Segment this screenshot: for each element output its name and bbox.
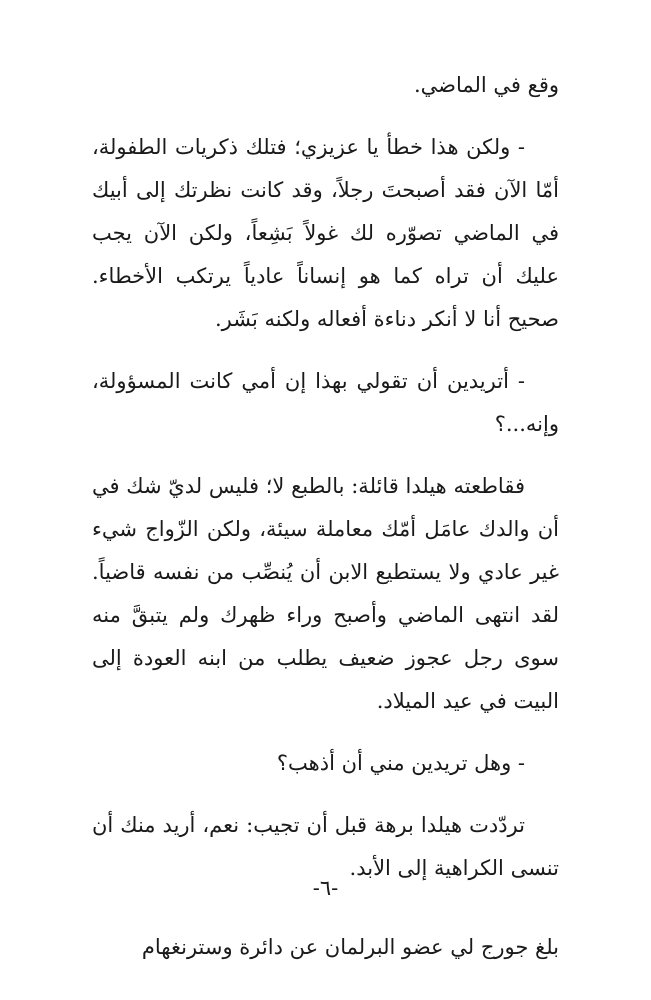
- paragraph-3: - أتريدين أن تقولي بهذا إن أمي كانت المسؤولة، وإنه...؟: [92, 369, 559, 436]
- paragraph-2: - ولكن هذا خطأ يا عزيزي؛ فتلك ذكريات الطفولة، أمّا الآن فقد أصبحتَ رجلاً، وقد كانت نظرتك إلى أبيك في الماضي تصوّره لك غولاً بَشِعاً، ولكن الآن يجب عليك أن تراه كما هو إنساناً عادياً يرتكب الأخطاء. صحيح أنا لا أنكر دناءة أفعاله ولكنه بَشَر.: [92, 135, 559, 331]
- paragraph-5: - وهل تريدين مني أن أذهب؟: [276, 751, 525, 775]
- next-page-line: بلغ جورج لي عضو البرلمان عن دائرة وسترنغهام: [141, 935, 559, 959]
- paragraph-6: تردّدت هيلدا برهة قبل أن تجيب: نعم، أريد منك أن تنسى الكراهية إلى الأبد.: [92, 813, 559, 880]
- page-number: -٦-: [312, 876, 339, 900]
- paragraph-4: فقاطعته هيلدا قائلة: بالطبع لا؛ فليس لديّ شك في أن والدك عامَل أمّك معاملة سيئة، ولكن الزّواج شيء غير عادي ولا يستطيع الابن أن يُنصِّب من نفسه قاضياً. لقد انتهى الماضي وأصبح وراء ظهرك ولم يتبقَّ منه سوى رجل عجوز ضعيف يطلب من ابنه العودة إلى البيت في عيد الميلاد.: [92, 474, 559, 713]
- paragraph-1: وقع في الماضي.: [413, 73, 559, 97]
- page-body: [92, 64, 559, 890]
